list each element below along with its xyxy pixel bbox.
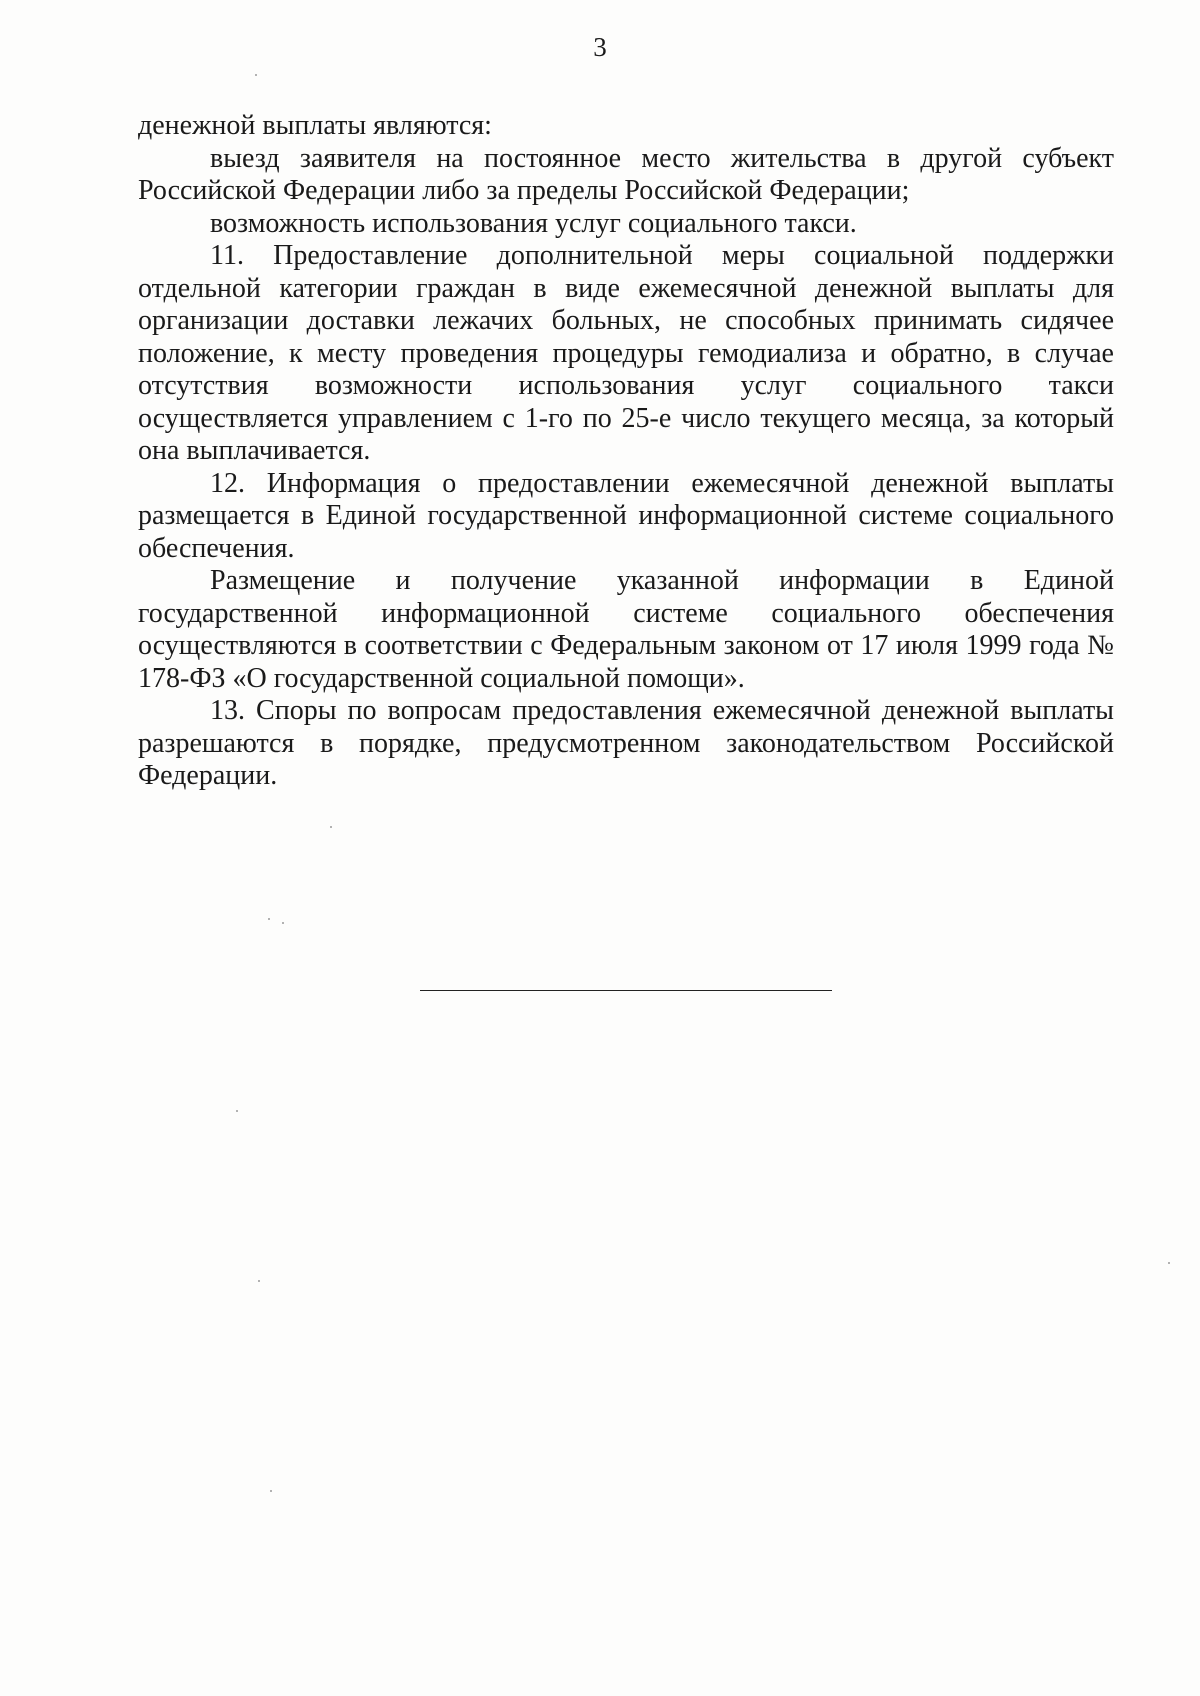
scan-speck (268, 918, 270, 920)
scan-speck (255, 74, 257, 76)
end-of-document-rule (420, 990, 832, 991)
paragraph-item-11: 11. Предоставление дополнительной меры социальной поддержки отдельной категории граждан в виде ежемесячной денежной выплаты для организации доставки лежачих больных, не способных принимать сидячее положение, к месту проведения процедуры гемодиализа и обратно, в случае отсутствия возможности использования услуг социального такси осуществляется управлением с 1-го по 25-е число текущего месяца, за который она выплачивается. (138, 240, 1114, 466)
paragraph-item-13: 13. Споры по вопросам предоставления ежемесячной денежной выплаты разрешаются в порядке, предусмотренном законодательством Российской Федерации. (138, 695, 1114, 791)
page-number: 3 (593, 32, 607, 62)
scan-speck (330, 826, 332, 828)
paragraph-information-placement: Размещение и получение указанной информации в Единой государственной информационной системе социального обеспечения осуществляются в соответствии с Федеральным законом от 17 июля 1999 года № 178-ФЗ «О государственной социальной помощи». (138, 565, 1114, 694)
paragraph-item-12: 12. Информация о предоставлении ежемесячной денежной выплаты размещается в Единой государственной информационной системе социального обеспечения. (138, 467, 1114, 564)
scan-speck (270, 1490, 272, 1492)
paragraph-taxi-condition: возможность использования услуг социального такси. (210, 207, 857, 239)
paragraph-departure-condition: выезд заявителя на постоянное место жительства в другой субъект Российской Федерации либо за пределы Российской Федерации; (138, 142, 1114, 206)
document-body (138, 110, 1114, 793)
paragraph-continuation: денежной выплаты являются: (138, 110, 492, 141)
scan-speck (1168, 1262, 1170, 1264)
scan-speck (258, 1280, 260, 1282)
scan-speck (282, 922, 284, 924)
scan-speck (236, 1110, 238, 1112)
